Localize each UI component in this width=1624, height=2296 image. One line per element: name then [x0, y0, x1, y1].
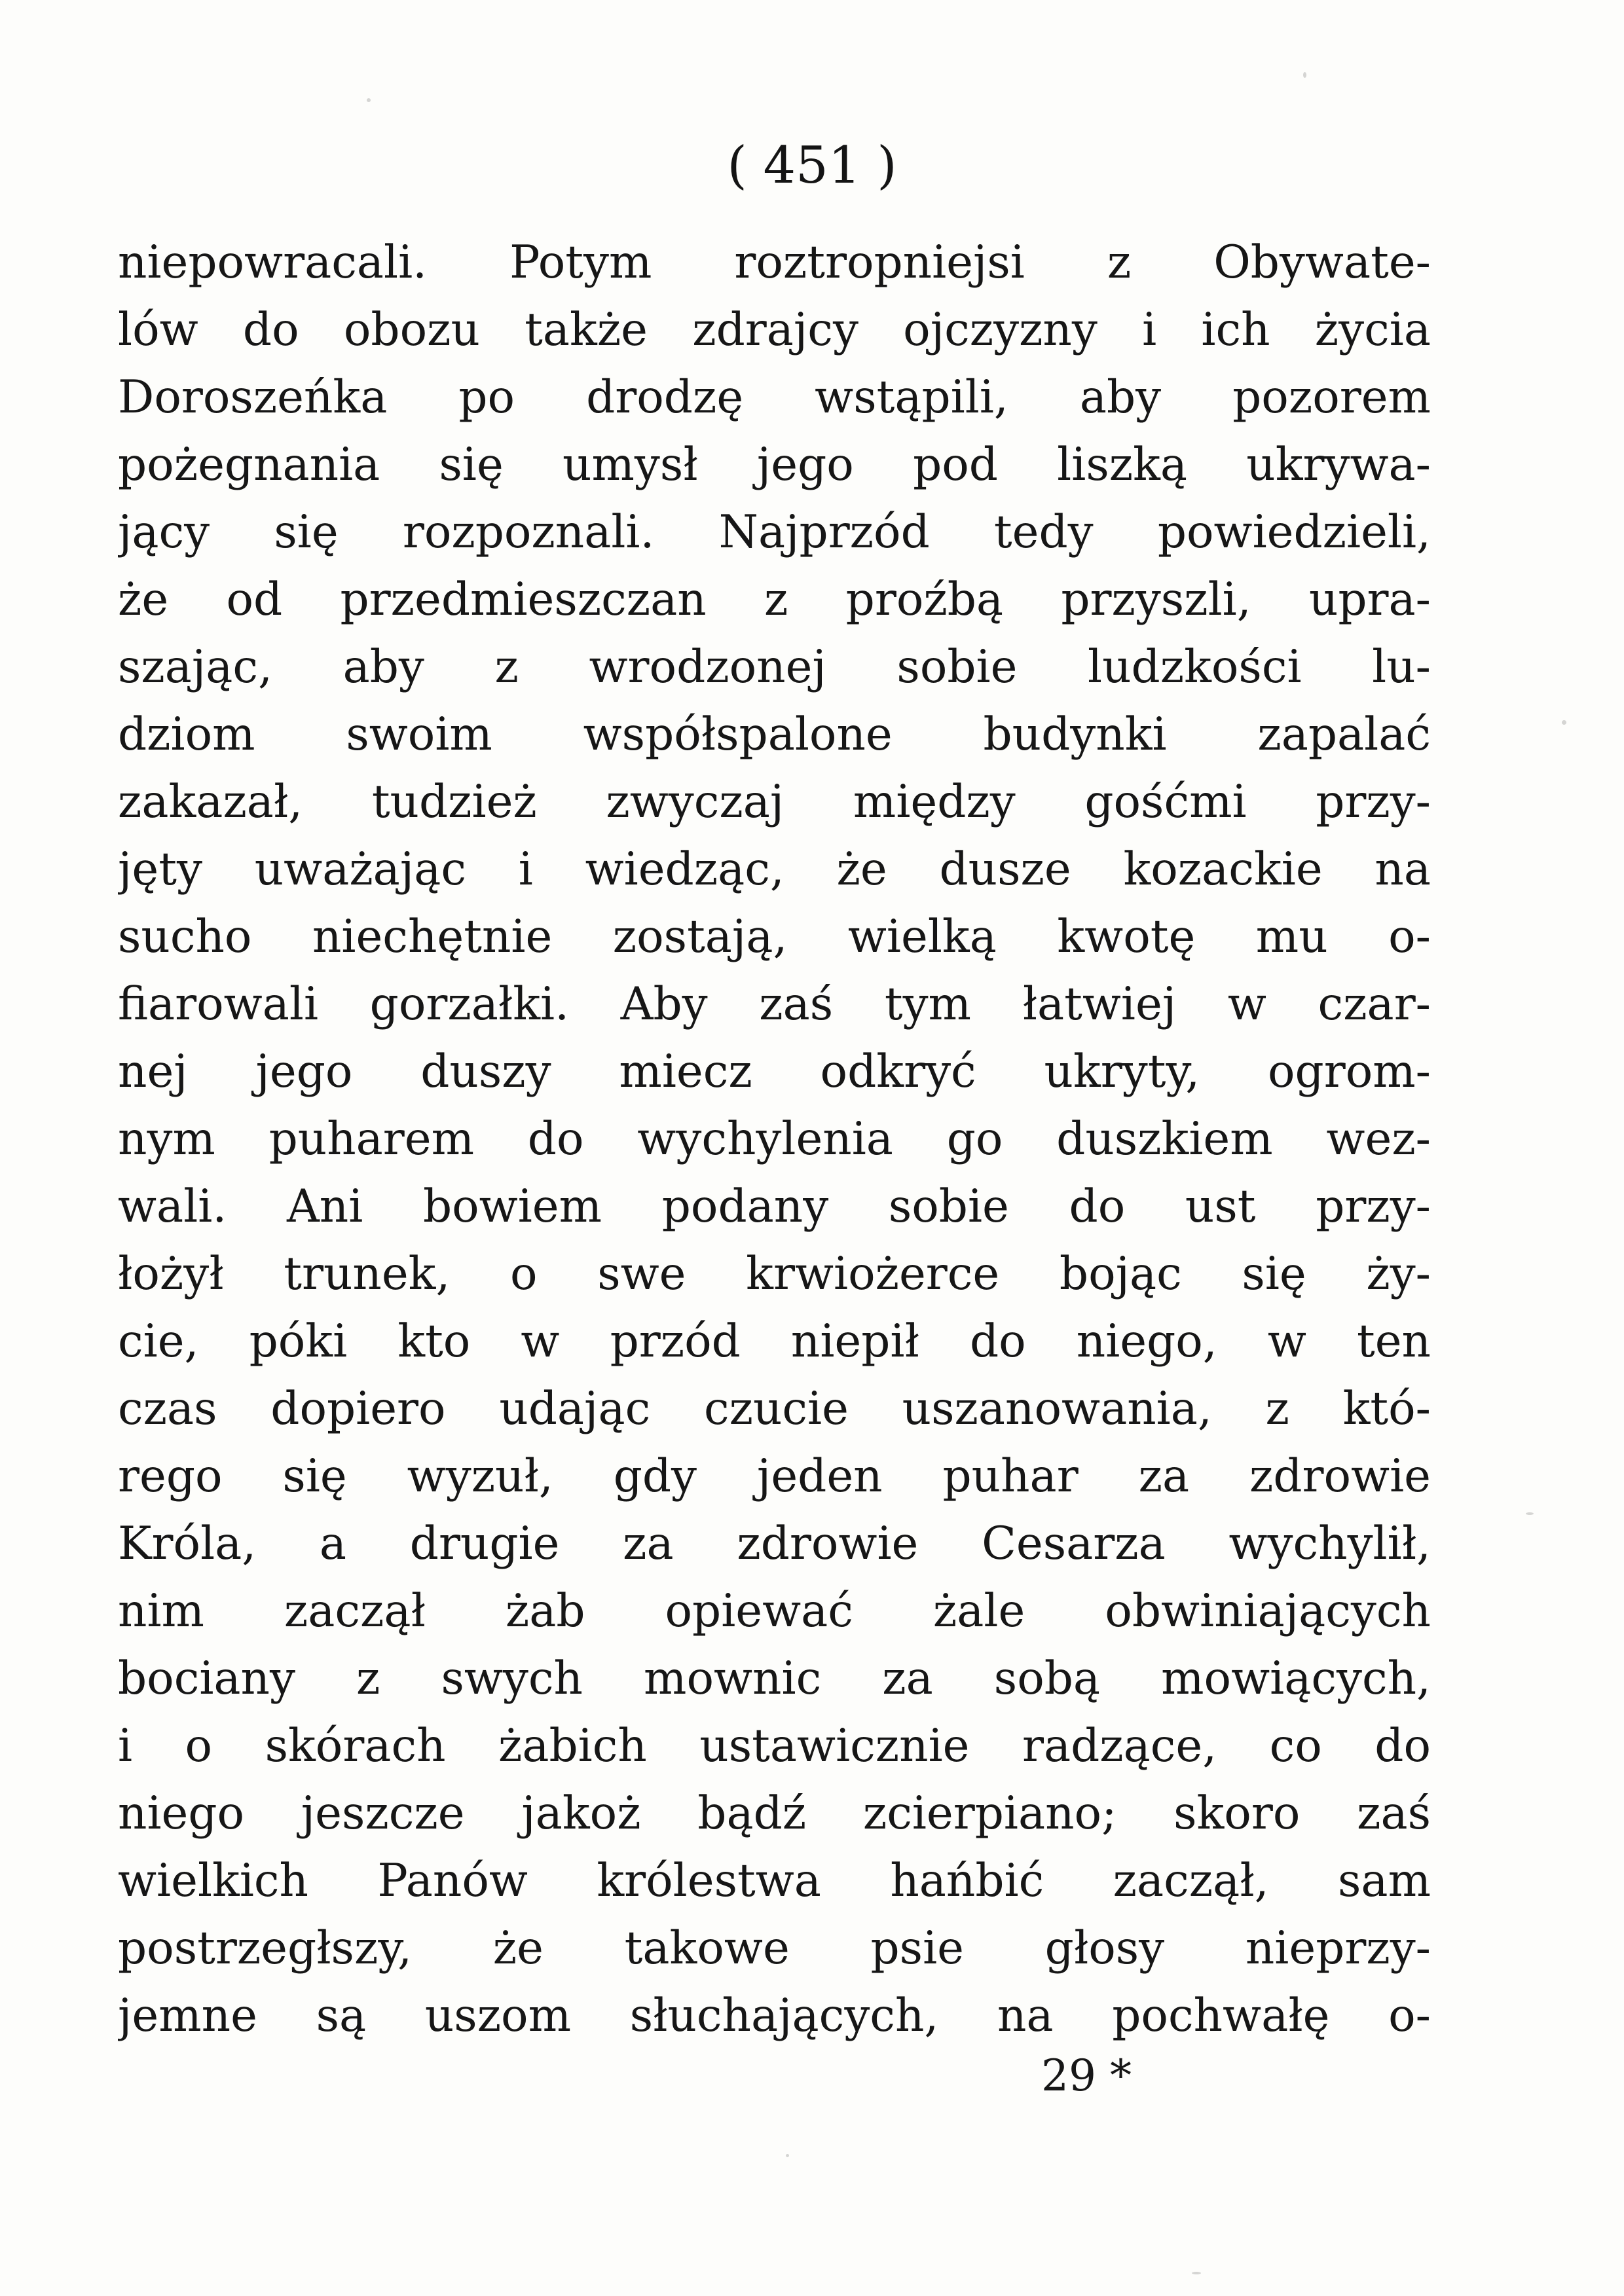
paper-speck — [1526, 1512, 1534, 1515]
text-line: Doroszeńka po drodzę wstąpili, aby pozorem — [118, 371, 1431, 424]
text-line: rego się wyzuł, gdy jeden puhar za zdrowie — [118, 1450, 1431, 1503]
text-line: jemne są uszom słuchających, na pochwałę o- — [118, 1990, 1431, 2042]
text-line: jęty uważając i wiedząc, że dusze kozackie na — [118, 843, 1431, 896]
text-line: niepowracali. Potym roztropniejsi z Obywate- — [118, 236, 1431, 289]
text-line: nym puharem do wychylenia go duszkiem wez- — [118, 1113, 1431, 1165]
text-line: i o skórach żabich ustawicznie radzące, co do — [118, 1720, 1431, 1772]
text-line: że od przedmieszczan z proźbą przyszli, upra- — [118, 574, 1431, 626]
paper-speck — [367, 98, 371, 102]
text-line: sucho niechętnie zostają, wielką kwotę mu o- — [118, 911, 1431, 963]
paper-speck — [1303, 72, 1306, 78]
text-line: niego jeszcze jakoż bądź zcierpiano; skoro zaś — [118, 1787, 1431, 1840]
text-line: nim zaczął żab opiewać żale obwiniających — [118, 1585, 1431, 1637]
signature-mark: 29 * — [1041, 2050, 1132, 2101]
text-line: wielkich Panów królestwa hańbić zaczął, sam — [118, 1855, 1431, 1907]
text-line: Króla, a drugie za zdrowie Cesarza wychylił, — [118, 1518, 1431, 1570]
text-line: postrzegłszy, że takowe psie głosy nieprzy- — [118, 1922, 1431, 1975]
body-text — [118, 229, 1431, 2050]
text-line: cie, póki kto w przód niepił do niego, w ten — [118, 1315, 1431, 1368]
text-line: fiarowali gorzałki. Aby zaś tym łatwiej w czar- — [118, 978, 1431, 1030]
text-line: wali. Ani bowiem podany sobie do ust przy- — [118, 1180, 1431, 1233]
page-number-header: ( 451 ) — [727, 136, 897, 195]
paper-speck — [1562, 720, 1566, 725]
text-line: czas dopiero udając czucie uszanowania, z któ- — [118, 1383, 1431, 1435]
paper-speck — [786, 2154, 789, 2157]
text-line: zakazał, tudzież zwyczaj między gośćmi przy- — [118, 776, 1431, 828]
text-line: jący się rozpoznali. Najprzód tedy powiedzieli, — [118, 506, 1431, 558]
text-line: łożył trunek, o swe krwiożerce bojąc się ży- — [118, 1248, 1431, 1300]
text-line: lów do obozu także zdrajcy ojczyzny i ich życia — [118, 304, 1431, 356]
text-line: bociany z swych mownic za sobą mowiących, — [118, 1652, 1431, 1705]
text-line: pożegnania się umysł jego pod liszką ukrywa- — [118, 439, 1431, 491]
text-line: nej jego duszy miecz odkryć ukryty, ogrom- — [118, 1046, 1431, 1098]
text-line: dziom swoim współspalone budynki zapalać — [118, 708, 1431, 761]
paper-speck — [1192, 2272, 1201, 2274]
text-line: szając, aby z wrodzonej sobie ludzkości lu- — [118, 641, 1431, 693]
